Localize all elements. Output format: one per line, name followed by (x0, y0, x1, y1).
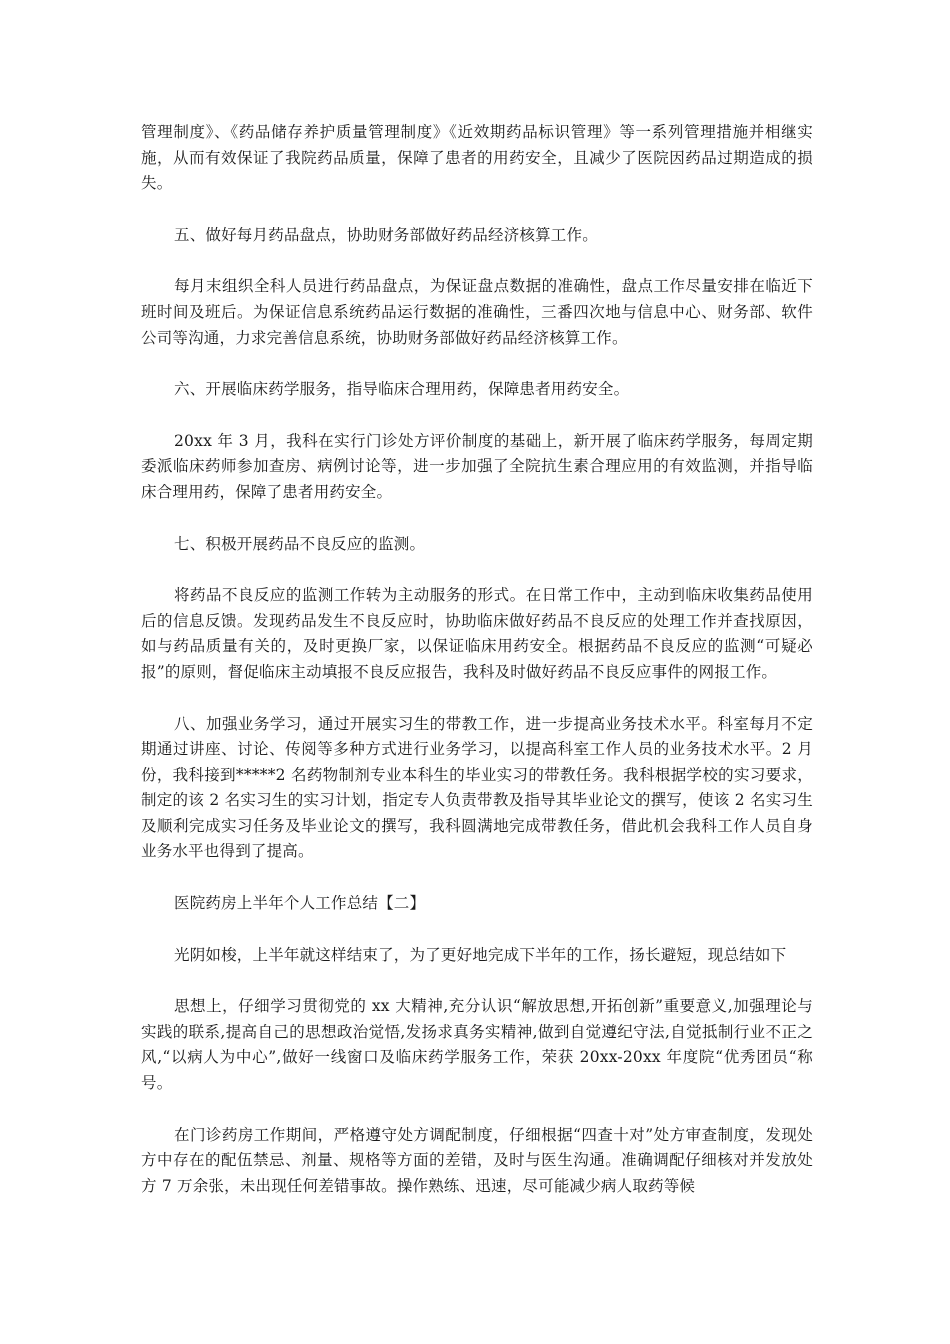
paragraph-clinical-pharmacy: 20xx 年 3 月，我科在实行门诊处方评价制度的基础上，新开展了临床药学服务，每周定期委派临床药师参加查房、病例讨论等，进一步加强了全院抗生素合理应用的有效监测，并指导临床合理用药，保障了患者用药安全。 (141, 431, 813, 501)
paragraph-section-8-study: 八、加强业务学习，通过开展实习生的带教工作，进一步提高业务技术水平。科室每月不定期通过讲座、讨论、传阅等多种方式进行业务学习，以提高科室工作人员的业务技术水平。2 月份，我科接到*****2 名药物制剂专业本科生的毕业实习的带教任务。我科根据学校的实习要求，制定的该 2 名实习生的实习计划，指定专人负责带教及指导其毕业论文的撰写，使该 2 名实习生及顺利完成实习任务及毕业论文的撰写，我科圆满地完成带教任务，借此机会我科工作人员自身业务水平也得到了提高。 (141, 714, 813, 861)
document-page (141, 120, 813, 1225)
paragraph-opening: 光阴如梭，上半年就这样结束了，为了更好地完成下半年的工作，扬长避短，现总结如下 (174, 945, 787, 964)
paragraph-outpatient-pharmacy: 在门诊药房工作期间，严格遵守处方调配制度，仔细根据“四查十对”处方审查制度，发现处方中存在的配伍禁忌、剂量、规格等方面的差错，及时与医生沟通。准确调配仔细核对并发放处方 7 万余张，未出现任何差错事故。操作熟练、迅速，尽可能减少病人取药等候 (141, 1125, 813, 1195)
section-heading-6: 六、开展临床药学服务，指导临床合理用药，保障患者用药安全。 (174, 380, 630, 399)
section-heading-7: 七、积极开展药品不良反应的监测。 (174, 534, 426, 553)
paragraph-adverse-reaction: 将药品不良反应的监测工作转为主动服务的形式。在日常工作中，主动到临床收集药品使用后的信息反馈。发现药品发生不良反应时，协助临床做好药品不良反应的处理工作并查找原因，如与药品质量有关的，及时更换厂家，以保证临床用药安全。根据药品不良反应的监测“可疑必报”的原则，督促临床主动填报不良反应报告，我科及时做好药品不良反应事件的网报工作。 (141, 586, 813, 681)
section-heading-5: 五、做好每月药品盘点，协助财务部做好药品经济核算工作。 (174, 225, 598, 244)
paragraph-ideology: 思想上，仔细学习贯彻党的 xx 大精神,充分认识“解放思想,开拓创新”重要意义,加强理论与实践的联系,提高自己的思想政治觉悟,发扬求真务实精神,做到自觉遵纪守法,自觉抵制行业不正之风,“以病人为中心”,做好一线窗口及临床药学服务工作，荣获 20xx-20xx 年度院“优秀团员“称号。 (141, 997, 813, 1093)
document-subtitle-part-two: 医院药房上半年个人工作总结【二】 (174, 894, 426, 913)
paragraph-inventory: 每月末组织全科人员进行药品盘点，为保证盘点数据的准确性，盘点工作尽量安排在临近下班时间及班后。为保证信息系统药品运行数据的准确性，三番四次地与信息中心、财务部、软件公司等沟通，力求完善信息系统，协助财务部做好药品经济核算工作。 (141, 277, 813, 347)
paragraph-intro-continuation: 管理制度》、《药品储存养护质量管理制度》《近效期药品标识管理》等一系列管理措施并相继实施，从而有效保证了我院药品质量，保障了患者的用药安全，且减少了医院因药品过期造成的损失。 (141, 123, 813, 193)
